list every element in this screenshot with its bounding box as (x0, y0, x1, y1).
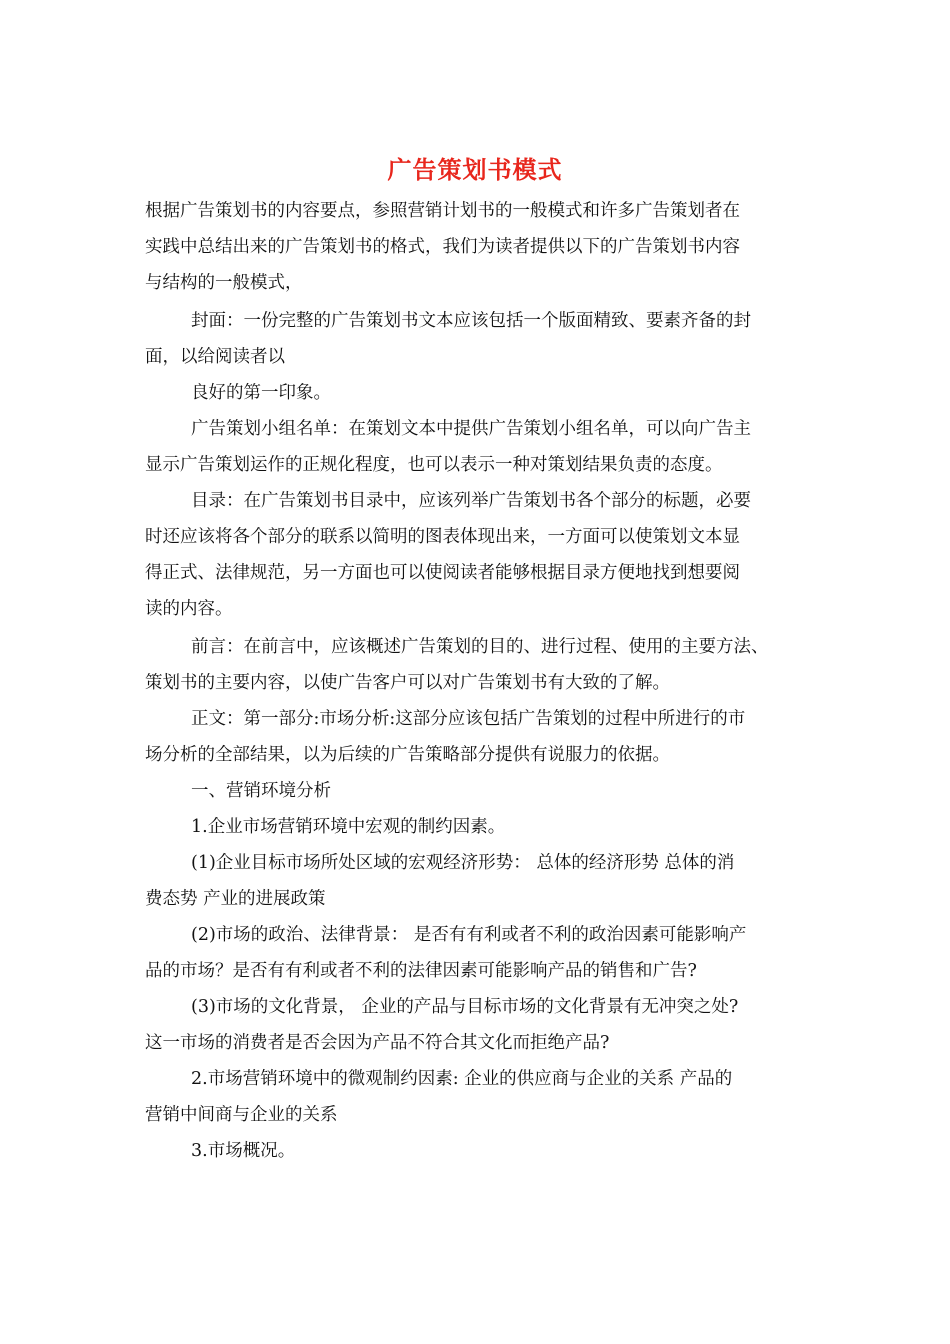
paragraph-line: 根据广告策划书的内容要点，参照营销计划书的一般模式和许多广告策划者在 (145, 201, 740, 221)
paragraph-line: 营销中间商与企业的关系 (145, 1105, 338, 1125)
paragraph-line: (2)市场的政治、法律背景： 是否有有利或者不利的政治因素可能影响产 (191, 925, 747, 945)
paragraph-line: 正文：第一部分:市场分析:这部分应该包括广告策划的过程中所进行的市 (191, 709, 746, 729)
paragraph-line: 与结构的一般模式， (145, 273, 303, 293)
paragraph-line: 费态势 产业的进展政策 (145, 889, 326, 909)
section-heading: 一、营销环境分析 (191, 781, 331, 801)
paragraph-line: 这一市场的消费者是否会因为产品不符合其文化而拒绝产品? (145, 1033, 610, 1053)
paragraph-line: 封面：一份完整的广告策划书文本应该包括一个版面精致、要素齐备的封 (191, 311, 751, 331)
paragraph-line: (3)市场的文化背景， 企业的产品与目标市场的文化背景有无冲突之处? (191, 997, 739, 1017)
paragraph-line: 品的市场？是否有有利或者不利的法律因素可能影响产品的销售和广告? (145, 961, 697, 981)
paragraph-line: 时还应该将各个部分的联系以简明的图表体现出来，一方面可以使策划文本显 (145, 527, 740, 547)
paragraph-line: 3.市场概况。 (191, 1141, 296, 1161)
paragraph-line: 2.市场营销环境中的微观制约因素: 企业的供应商与企业的关系 产品的 (191, 1069, 733, 1089)
paragraph-line: 目录：在广告策划书目录中，应该列举广告策划书各个部分的标题，必要 (191, 491, 751, 511)
paragraph-line: 良好的第一印象。 (191, 383, 331, 403)
document-title: 广告策划书模式 (387, 155, 563, 184)
paragraph-line: 面，以给阅读者以 (145, 347, 285, 367)
paragraph-line: 前言：在前言中，应该概述广告策划的目的、进行过程、使用的主要方法、 (191, 637, 769, 657)
paragraph-line: 广告策划小组名单：在策划文本中提供广告策划小组名单，可以向广告主 (191, 419, 751, 439)
paragraph-line: 显示广告策划运作的正规化程度，也可以表示一种对策划结果负责的态度。 (145, 455, 723, 475)
paragraph-line: 得正式、法律规范，另一方面也可以使阅读者能够根据目录方便地找到想要阅 (145, 563, 740, 583)
paragraph-line: 策划书的主要内容，以使广告客户可以对广告策划书有大致的了解。 (145, 673, 670, 693)
paragraph-line: 场分析的全部结果，以为后续的广告策略部分提供有说服力的依据。 (145, 745, 670, 765)
paragraph-line: 1.企业市场营销环境中宏观的制约因素。 (191, 817, 506, 837)
paragraph-line: 读的内容。 (145, 599, 233, 619)
paragraph-line: 实践中总结出来的广告策划书的格式，我们为读者提供以下的广告策划书内容 (145, 237, 740, 257)
paragraph-line: (1)企业目标市场所处区域的宏观经济形势： 总体的经济形势 总体的消 (191, 853, 735, 873)
